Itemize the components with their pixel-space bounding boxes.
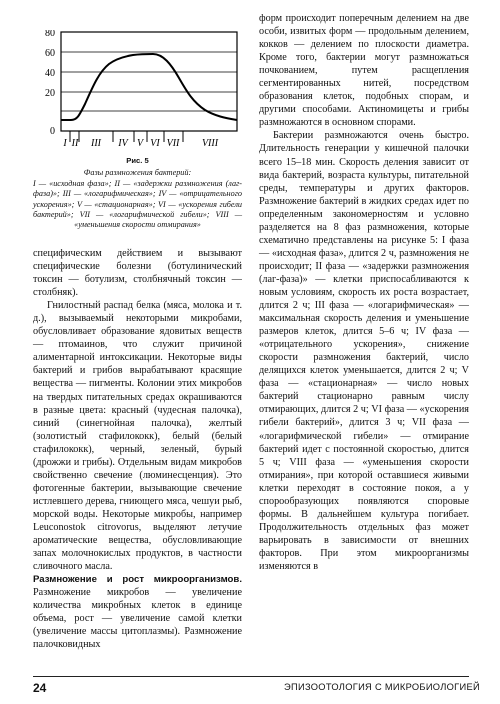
section-heading: Размножение и рост микроорганизмов. — [33, 574, 242, 586]
phase-label: II — [71, 138, 79, 148]
right-column — [259, 12, 469, 573]
figure-legend: I — «исходная фаза»; II — «задержки размножения (лаг-фаза)»; III — «логарифмическая»; IV — «отрицательного ускорения»; V — «стационарная»; VI — «ускорения гибели бактерий»; VII — «логарифмической гибели»; VIII — «уменьшения скорости отмирания» — [33, 178, 242, 230]
phase-label: III — [91, 138, 101, 148]
paragraph: форм происходит поперечным делением на две особи, извитых форм — продольным делением, кокков — делением по плоскости диаметра. Кроме того, бактерии могут размножаться почкованием, путем расщепления сегментированных нитей, посредством образования клеток, подобных спорам, и другими способами. Актиномицеты и грибы размножаются в основном спорами. — [259, 13, 469, 129]
y-tick-label: 60 — [45, 48, 55, 59]
y-tick-label: 0 — [50, 126, 55, 137]
phase-label: VIII — [201, 138, 219, 148]
phase-label: IV — [118, 138, 128, 148]
growth-curve-chart — [33, 30, 242, 148]
phase-label: I — [63, 138, 67, 148]
paragraph: Гнилостный распад белка (мяса, молока и т. д.), вызываемый некоторыми микробами, обусловливает образование ядовитых веществ — птомаинов, что служит причиной алиментарной интоксикации. Некоторые виды бактерий и грибов вырабатывают красящие вещества — пигменты. Колонии этих микробов на твердых питательных средах окрашиваются в разные цвета: красный (чудесная палочка), синий (синегнойная палочка), желтый (золотистый стафилококк), белый (белый стафилококк), черный, зеленый, бурый (дрожжи и грибы). Отдельным видам микробов свойственно свечение (люминесценция). Это фотогенные бактерии, вызывающие свечение истлевшего дерева, гниющего мяса, чешуи рыб, морской воды. Некоторые микробы, например Leuconostok citrovorus, выделяют летучие ароматические вещества, обусловливающие запах молочнокислых продуктов, в частности сливочного масла. — [33, 300, 242, 573]
running-head: ЭПИЗООТОЛОГИЯ С МИКРОБИОЛОГИЕЙ — [284, 682, 480, 692]
plot-frame — [61, 32, 237, 131]
left-column — [33, 247, 242, 651]
figure-caption — [33, 156, 242, 231]
growth-curve-line — [61, 54, 237, 120]
footer-rule — [33, 676, 469, 677]
figure-number: Рис. 5 — [126, 156, 149, 165]
paragraph: специфическим действием и вызывают специфические болезни (ботулинический токсин — ботулизм, столбнячный токсин — столбняк). — [33, 248, 242, 299]
figure-5 — [33, 30, 242, 153]
phase-label: VI — [150, 138, 160, 148]
paragraph-text: Размножение микробов — увеличение количества микробных клеток в единице объема, рост — увеличение самой клетки (увеличение массы цитоплазмы). Размножение палочковидных — [33, 587, 242, 651]
phase-label: VII — [166, 138, 180, 148]
phase-label: V — [136, 138, 144, 148]
paragraph — [33, 573, 242, 651]
paragraph: Бактерии размножаются очень быстро. Длительность генерации у кишечной палочки всего 15–18 мин. Скорость деления зависит от вида бактерий, возраста культуры, питательной среды, температуры и других факторов. Размножение бактерий в жидких средах идет по определенным закономерностям и условно разделяется на 8 фаз размножения, которые схематично представлены на рисунке 5: I фаза — «исходная фаза», длится 2 ч, размножения не происходит; II фаза — «задержки размножения (лаг-фаза)» — клетки приспосабливаются к новым условиям, скорость их роста возрастает, длится 2 ч; III фаза — «логарифмическая» — максимальная скорость деления и уменьшение размеров клеток, длится 5–6 ч; IV фаза — «отрицательного ускорения», снижение скорости размножения бактерий, число делящихся клеток уменьшается, длится 2 ч; V фаза — «стационарная» — число новых бактерий стационарно равным числу отмирающих, длится 2 ч; VI фаза — «ускорения гибели бактерий», длится 3 ч; VII фаза — «логарифмической гибели» — отмирание бактерий идет с постоянной скоростью, длится 5 ч; VIII фаза — «уменьшения скорости отмирания», при которой оставшиеся живыми клетки переходят в состояние покоя, а у спорообразующих появляются споровые формы. В дальнейшем культура погибает. Продолжительность отдельных фаз может варьировать в зависимости от внешних факторов. При этом микроорганизмы изменяются в — [259, 130, 469, 572]
y-tick-label: 80 — [45, 30, 55, 39]
y-tick-label: 20 — [45, 88, 55, 99]
y-tick-label: 40 — [45, 68, 55, 79]
page-number: 24 — [33, 681, 47, 695]
figure-title: Фазы размножения бактерий: — [83, 168, 192, 178]
